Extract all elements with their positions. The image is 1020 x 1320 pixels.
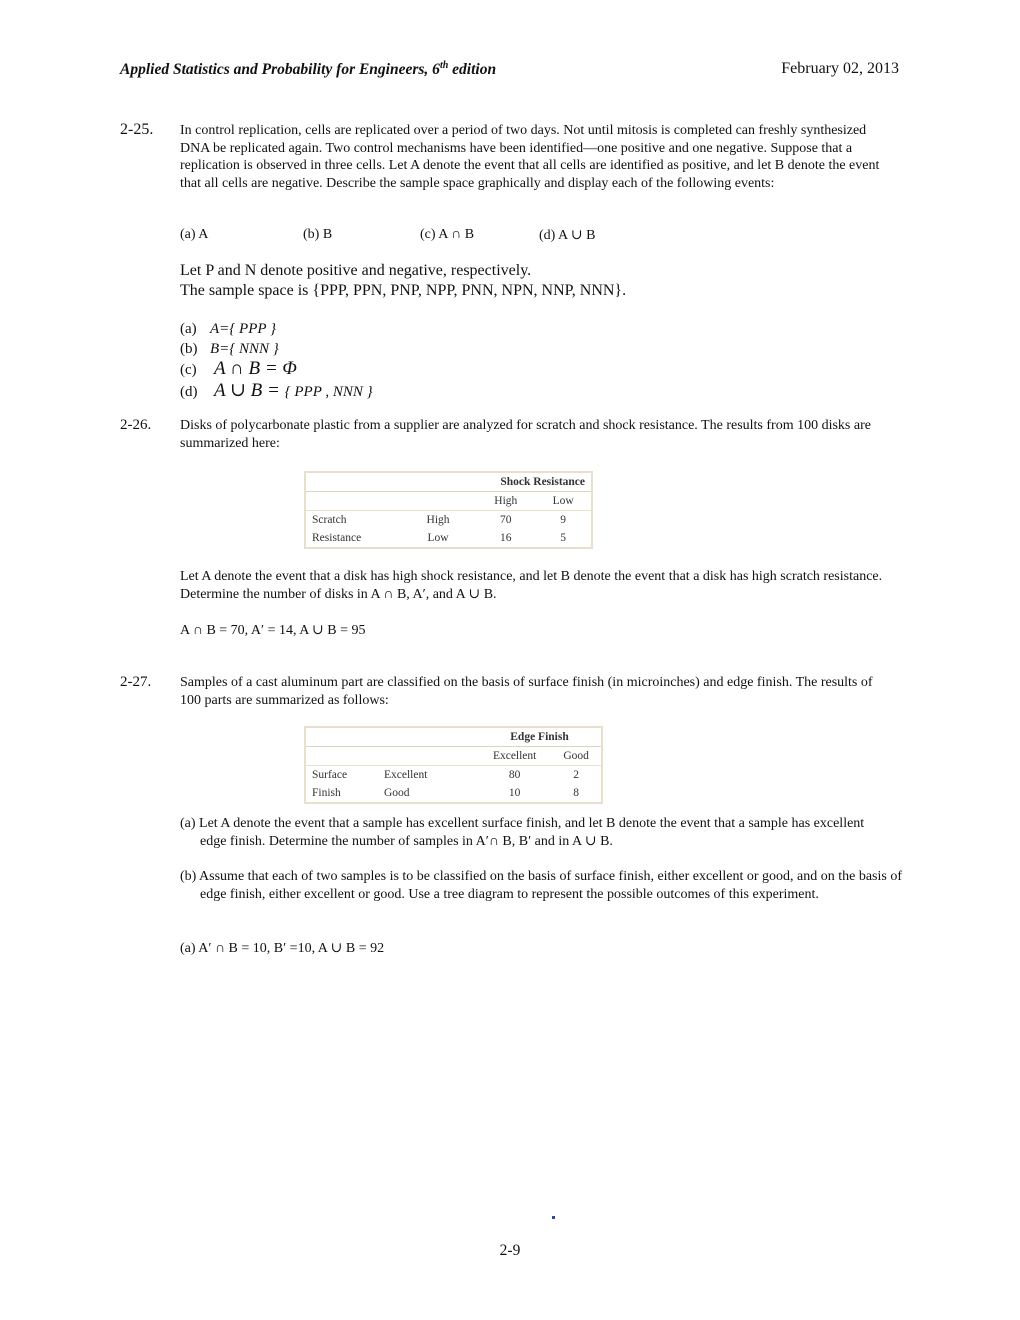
edge-finish-table xyxy=(304,726,603,804)
cell-high-low: 9 xyxy=(535,511,591,530)
problem-2-27-answer: (a) A′ ∩ B = 10, B′ =10, A ∪ B = 92 xyxy=(180,941,385,956)
problem-2-27-part-b: (b) Assume that each of two samples is to be classified on the basis of surface finish, either excellent or good, and on the basis of edge finish, either excellent or good. Use a tree diagram to represent the possible outcomes of this experiment. xyxy=(180,869,902,902)
problem-2-26-question: Let A denote the event that a disk has high shock resistance, and let B denote the event that a disk has high scratch resistance. Determine the number of disks in A ∩ B, A′, and A ∪ B. xyxy=(180,569,883,602)
row-group-label-2: Finish xyxy=(312,787,341,799)
option-c: (c) A ∩ B xyxy=(420,227,475,242)
col-header-low: Low xyxy=(552,495,574,507)
cell-good-excellent: 10 xyxy=(508,787,521,799)
solution-line-1: Let P and N denote positive and negative, respectively. xyxy=(180,262,532,279)
cell-low-low: 5 xyxy=(560,532,566,544)
problem-2-25-options xyxy=(180,227,780,247)
problem-2-25-solution xyxy=(180,261,626,300)
problem-number-2-26: 2-26. xyxy=(120,417,152,433)
problem-number-2-27: 2-27. xyxy=(120,674,152,690)
problem-2-27-text: Samples of a cast aluminum part are classified on the basis of surface finish (in microinches) and edge finish. The results of 100 parts are summarized as follows: xyxy=(180,675,873,708)
problem-2-27-part-a: (a) Let A denote the event that a sample has excellent surface finish, and let B denote the event that a sample has excellent edge finish. Determine the number of samples in A′∩ B, B′ and in A ∪ B. xyxy=(180,816,865,849)
col-header-high: High xyxy=(494,495,518,507)
problem-number-2-25: 2-25. xyxy=(120,121,154,138)
row-group-label-1: Scratch xyxy=(306,511,400,530)
table-group-header: Shock Resistance xyxy=(476,473,591,492)
cell-low-high: 16 xyxy=(500,532,512,544)
problem-2-26-answer: A ∩ B = 70, A′ = 14, A ∪ B = 95 xyxy=(180,623,366,638)
answer-row-b: (b) B={ NNN } xyxy=(180,340,279,357)
problem-2-25-answers xyxy=(180,320,373,403)
col-header-good: Good xyxy=(563,750,589,762)
solution-line-2: The sample space is {PPP, PPN, PNP, NPP, PNN, NPN, NNP, NNN}. xyxy=(180,281,627,299)
answer-row-d: (d) A ∪ B = { PPP , NNN } xyxy=(180,380,373,401)
row-group-label-2: Resistance xyxy=(312,532,362,544)
row-label-low: Low xyxy=(427,532,449,544)
problem-2-25-text: In control replication, cells are replicated over a period of two days. Not until mitosis is completed can freshly synthesized DNA be replicated again. Two control mechanisms have been identified—one positive and one negative. Suppose that a replication is observed in three cells. Let A denote the event that all cells are identified as positive, and let B denote the event that all cells are negative. Describe the sample space graphically and display each of the following events: xyxy=(180,123,880,191)
shock-resistance-table xyxy=(304,471,593,549)
cell-good-good: 8 xyxy=(573,787,580,799)
col-header-excellent: Excellent xyxy=(492,750,537,762)
page-number: 2-9 xyxy=(499,1242,521,1259)
header-date: February 02, 2013 xyxy=(781,60,899,77)
option-b: (b) B xyxy=(303,227,333,242)
option-a: (a) A xyxy=(180,227,209,242)
row-label-excellent: Excellent xyxy=(378,766,478,785)
header-title: Applied Statistics and Probability for Engineers, 6th edition xyxy=(120,60,497,79)
option-d: (d) A ∪ B xyxy=(539,228,596,243)
row-label-high: High xyxy=(400,511,477,530)
problem-2-26-text: Disks of polycarbonate plastic from a supplier are analyzed for scratch and shock resistance. The results from 100 disks are summarized here: xyxy=(180,418,871,451)
answer-row-c: (c) A ∩ B = Φ xyxy=(180,358,297,379)
table-group-header: Edge Finish xyxy=(478,728,601,747)
cell-excellent-excellent: 80 xyxy=(478,766,551,785)
cell-high-high: 70 xyxy=(476,511,535,530)
row-label-good: Good xyxy=(384,787,410,799)
cell-excellent-good: 2 xyxy=(551,766,601,785)
answer-row-a: (a) A={ PPP } xyxy=(180,321,276,337)
stray-dot xyxy=(552,1216,555,1219)
row-group-label-1: Surface xyxy=(306,766,378,785)
